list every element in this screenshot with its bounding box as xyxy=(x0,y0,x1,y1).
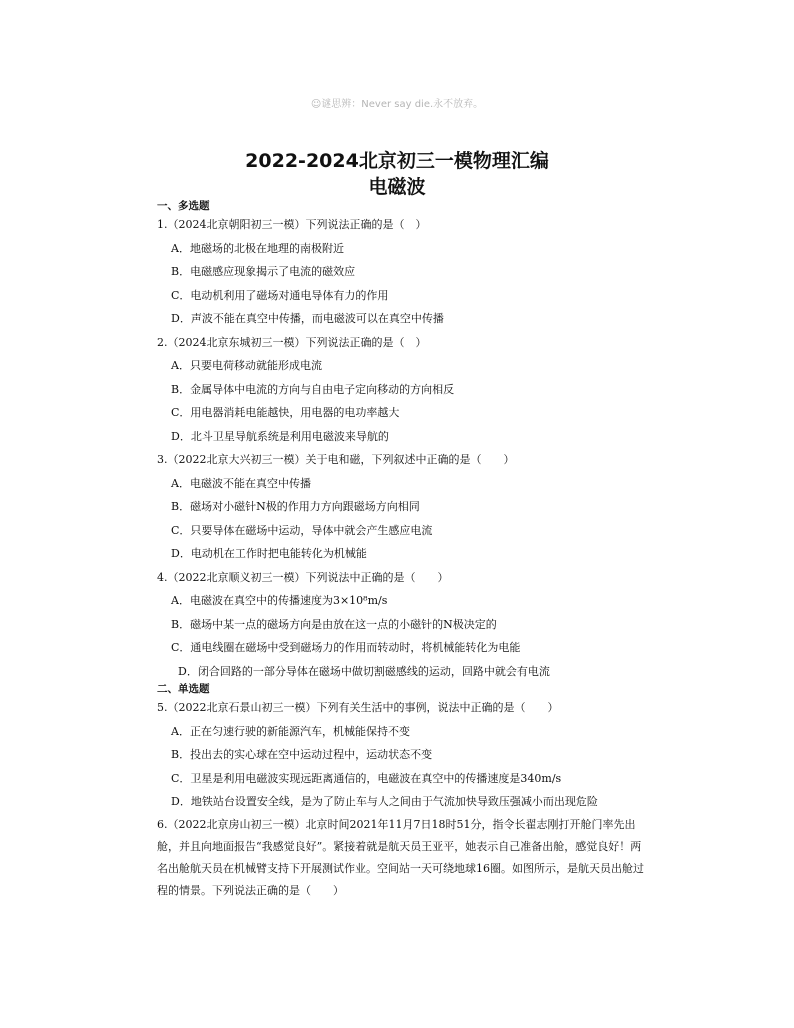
question-1-option-d: D．声波不能在真空中传播，而电磁波可以在真空中传播 xyxy=(171,312,444,325)
question-5-option-c: C．卫星是利用电磁波实现远距离通信的，电磁波在真空中的传播速度是340m/s xyxy=(171,771,562,785)
question-1-option-a: A．地磁场的北极在地理的南极附近 xyxy=(171,241,344,255)
question-2-stem: 2.（2024北京东城初三一模）下列说法正确的是（ ） xyxy=(157,335,427,349)
question-2-option-b: B．金属导体中电流的方向与自由电子定向移动的方向相反 xyxy=(171,382,455,396)
question-1-stem: 1.（2024北京朝阳初三一模）下列说法正确的是（ ） xyxy=(157,218,427,231)
question-1-option-c: C．电动机利用了磁场对通电导体有力的作用 xyxy=(171,288,389,302)
watermark: ☺谜思辨：Never say die.永不放弃。 xyxy=(310,99,484,110)
page-subtitle: 电磁波 xyxy=(368,176,426,198)
question-5-option-b: B．投出去的实心球在空中运动过程中，运动状态不变 xyxy=(171,748,433,761)
question-3-stem: 3.（2022北京大兴初三一模）关于电和磁，下列叙述中正确的是（ ） xyxy=(157,453,515,466)
page-title: 2022-2024北京初三一模物理汇编 xyxy=(245,150,549,172)
question-4-stem: 4.（2022北京顺义初三一模）下列说法中正确的是（ ） xyxy=(157,570,449,584)
question-6-stem: 6.（2022北京房山初三一模）北京时间2021年11月7日18时51分，指令长翟志刚打开舱门率先出舱，并且向地面报告“我感觉良好”。紧接着就是航天员王亚平，她表示自己准备出舱，感觉良好！两名出舱航天员在机械臂支持下开展测试作业。空间站一天可绕地球16圈。如图所示，是航天员出舱过程的情景。下列说法正确的是（ ） xyxy=(157,817,644,897)
question-3-option-c: C．只要导体在磁场中运动，导体中就会产生感应电流 xyxy=(171,523,433,537)
question-2-option-d: D．北斗卫星导航系统是利用电磁波来导航的 xyxy=(171,429,389,443)
question-3-option-b: B．磁场对小磁针N极的作用力方向跟磁场方向相同 xyxy=(171,500,420,513)
question-4-option-b: B．磁场中某一点的磁场方向是由放在这一点的小磁针的N极决定的 xyxy=(171,617,497,631)
question-3-option-a: A．电磁波不能在真空中传播 xyxy=(171,476,311,490)
section-heading-multi: 一、多选题 xyxy=(157,200,210,212)
question-2-option-c: C．用电器消耗电能越快，用电器的电功率越大 xyxy=(171,406,400,419)
question-3-option-d: D．电动机在工作时把电能转化为机械能 xyxy=(171,547,367,560)
question-5-option-d: D．地铁站台设置安全线，是为了防止车与人之间由于气流加快导致压强减小而出现危险 xyxy=(171,795,598,808)
document-body xyxy=(157,200,647,902)
section-heading-single: 二、单选题 xyxy=(157,683,210,695)
question-4-option-c: C．通电线圈在磁场中受到磁场力的作用而转动时，将机械能转化为电能 xyxy=(171,641,521,654)
question-5-option-a: A．正在匀速行驶的新能源汽车，机械能保持不变 xyxy=(171,724,410,738)
question-1-option-b: B．电磁感应现象揭示了电流的磁效应 xyxy=(171,265,356,278)
question-4-option-a: A．电磁波在真空中的传播速度为3×10⁸m/s xyxy=(171,594,388,607)
question-5-stem: 5.（2022北京石景山初三一模）下列有关生活中的事例，说法中正确的是（ ） xyxy=(157,701,559,714)
question-2-option-a: A．只要电荷移动就能形成电流 xyxy=(171,359,322,372)
question-4-option-d: D．闭合回路的一部分导体在磁场中做切割磁感线的运动，回路中就会有电流 xyxy=(178,664,550,678)
